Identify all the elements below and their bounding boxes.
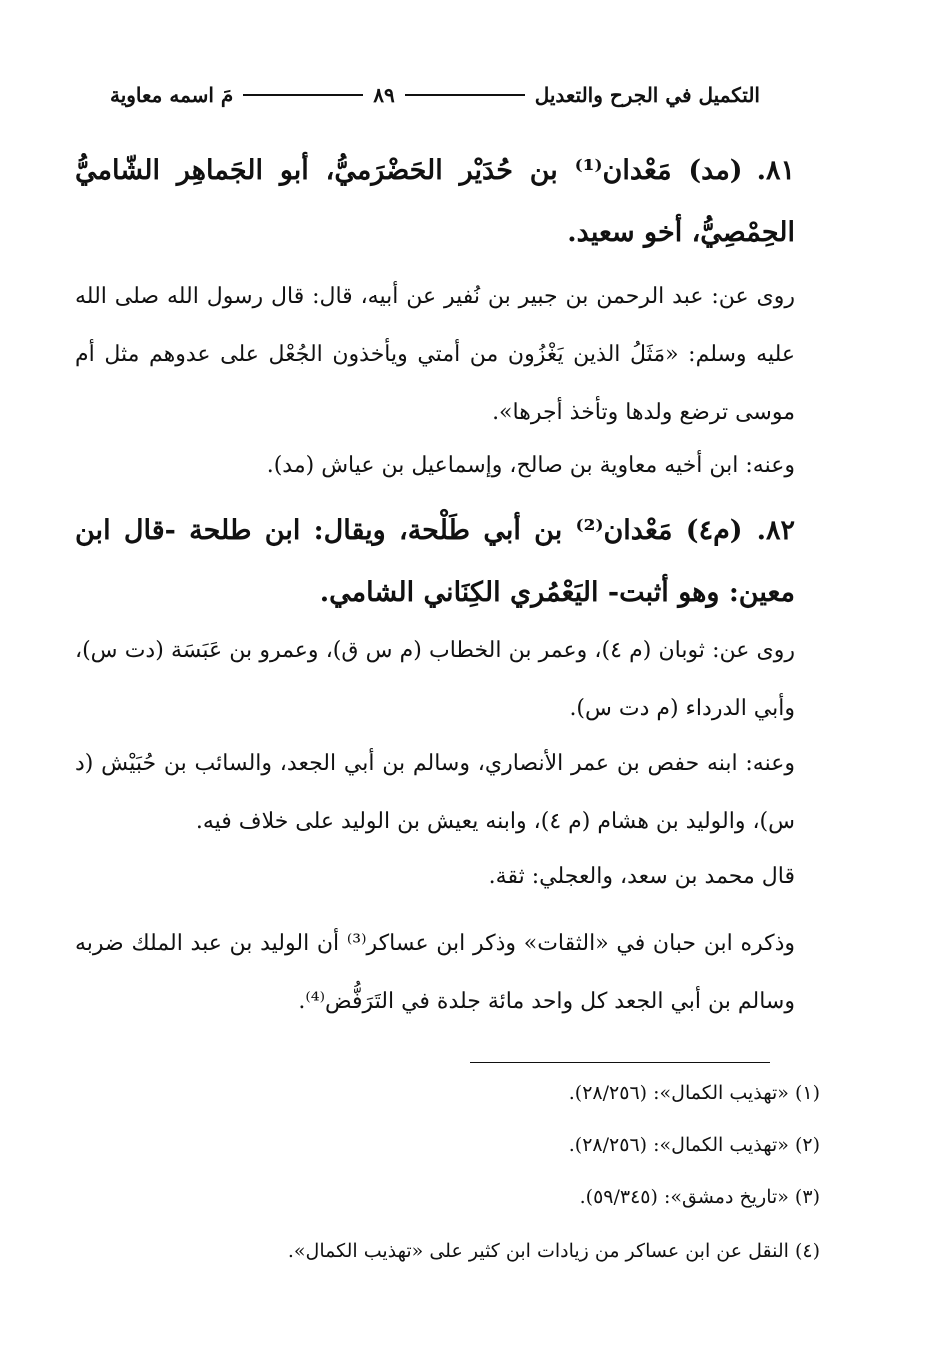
page-number: ٨٩ xyxy=(373,83,395,107)
entry-82 xyxy=(75,500,795,624)
students-paragraph: وعنه: ابنه حفص بن عمر الأنصاري، وسالم بن أبي الجعد، والسائب بن حُبَيْش (د س)، والوليد بن هشام (م ٤)، وابنه يعيش بن الوليد على خلاف فيه. xyxy=(75,751,795,834)
entry-number: ٨٢. xyxy=(756,515,795,546)
entry-heading: (مد) مَعْدان⁽¹⁾ بن حُدَيْر الحَضْرَميُّ، أبو الجَماهِر الشّاميُّ الحِمْصِيُّ، أخو سعيد. xyxy=(75,155,795,248)
narration-paragraph: روى عن: ثوبان (م ٤)، وعمر بن الخطاب (م س ق)، وعمرو بن عَبَسَة (دت س)، وأبي الدرداء (م دت س). xyxy=(75,638,795,721)
entry-heading: (م٤) مَعْدان⁽²⁾ بن أبي طَلْحة، ويقال: ابن طلحة -قال ابن معين: وهو أثبت- اليَعْمُري الكِنَاني الشامي. xyxy=(75,515,795,608)
running-header xyxy=(110,70,760,120)
book-title: التكميل في الجرح والتعديل xyxy=(534,83,760,107)
header-rule xyxy=(243,94,363,96)
footnote-divider xyxy=(470,1062,770,1063)
entry-title xyxy=(75,500,795,624)
note-paragraph: وذكره ابن حبان في «الثقات» وذكر ابن عساكر⁽³⁾ أن الوليد بن عبد الملك ضربه وسالم بن أبي الجعد كل واحد مائة جلدة في التَرَفُّض⁽⁴⁾. xyxy=(75,931,795,1014)
grading-paragraph: قال محمد بن سعد، والعجلي: ثقة. xyxy=(488,864,795,889)
entry-title xyxy=(75,140,795,264)
entry-number: ٨١. xyxy=(756,155,795,186)
entry-81 xyxy=(75,140,795,264)
narration-paragraph: روى عن: عبد الرحمن بن جبير بن نُفير عن أبيه، قال: قال رسول الله صلى الله عليه وسلم: «مَثَلُ الذين يَغْزُون من أمتي ويأخذون الجُعْل على عدوهم مثل أم موسى ترضع ولدها وتأخذ أجرها». xyxy=(75,284,795,425)
section-name: مَ اسمه معاوية xyxy=(109,83,234,107)
footnote: (٤) النقل عن ابن عساكر من زيادات ابن كثير على «تهذيب الكمال». xyxy=(287,1240,820,1262)
footnote: (١) «تهذيب الكمال»: (٢٨/٢٥٦). xyxy=(568,1082,820,1104)
header-rule xyxy=(405,94,525,96)
students-paragraph: وعنه: ابن أخيه معاوية بن صالح، وإسماعيل بن عياش (مد). xyxy=(266,453,795,478)
footnote: (٢) «تهذيب الكمال»: (٢٨/٢٥٦). xyxy=(568,1134,820,1156)
footnote: (٣) «تاريخ دمشق»: (٥٩/٣٤٥). xyxy=(579,1186,820,1208)
